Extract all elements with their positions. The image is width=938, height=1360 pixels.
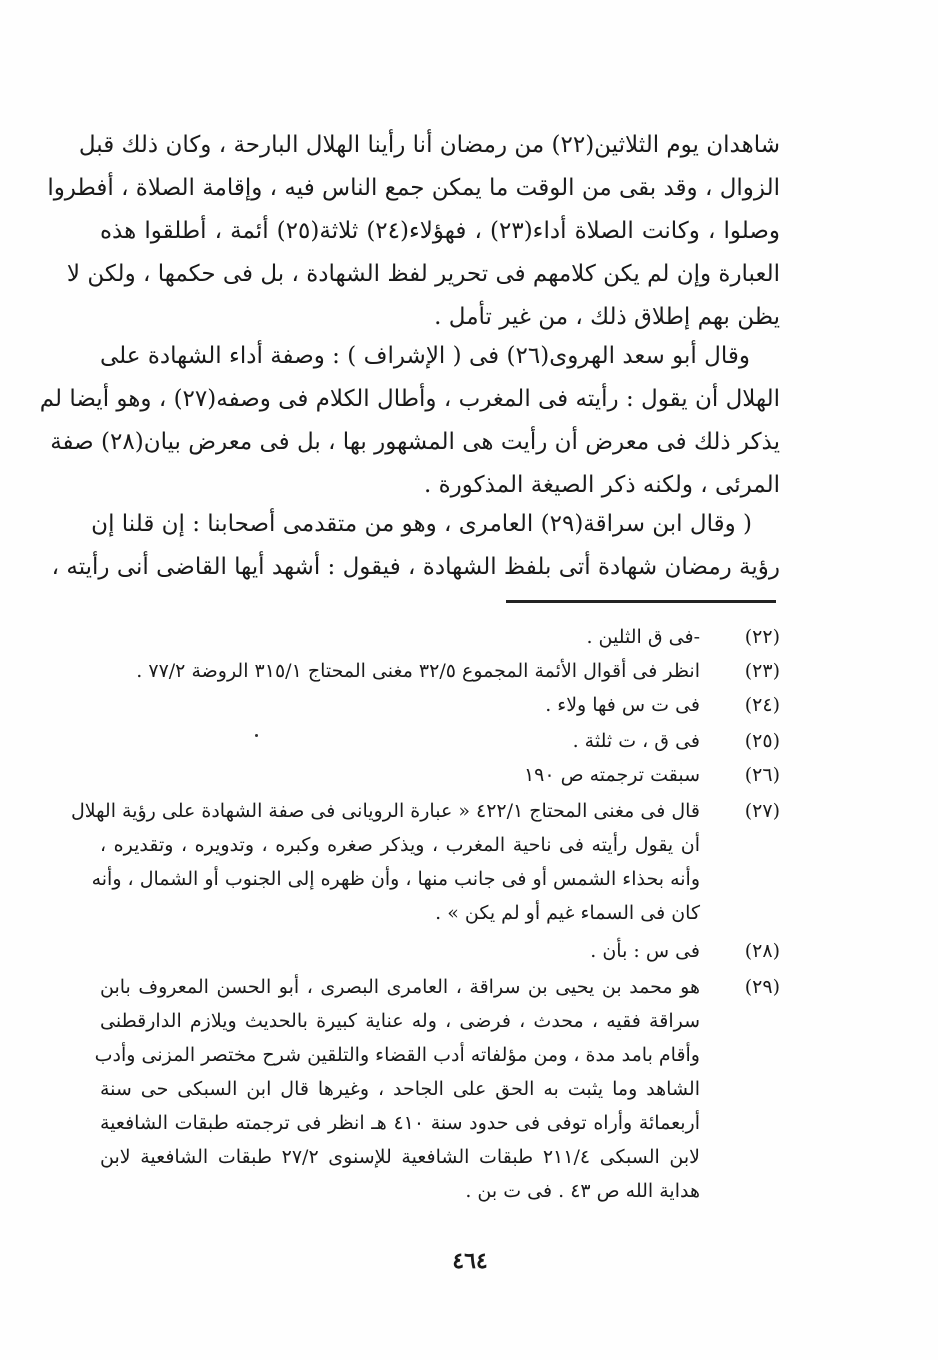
footnote-text: هداية الله ص ٤٣ . فى ت بن . <box>465 1180 700 1202</box>
text-line: رؤية رمضان شهادة أتى بلفظ الشهادة ، فيقول : أشهد أيها القاضى أنى رأيته ، <box>51 554 780 580</box>
footnote-number: (٢٦) <box>744 764 780 786</box>
text-line: يذكر ذلك فى معرض أن رأيت هى المشهور بها ، بل فى معرض بيان(٢٨) صفة <box>50 429 780 455</box>
footnote-number: (٢٩) <box>744 976 780 998</box>
text-line: ( وقال ابن سراقة(٢٩) العامرى ، وهو من متقدمى أصحابنا : إن قلنا إن <box>91 511 752 537</box>
footnote-text: أن يقول رأيته فى ناحية المغرب ، ويذكر صغره وكبره ، وتدويره ، وتقديره ، <box>100 834 700 856</box>
footnote-text: انظر فى أقوال الأئمة المجموع ٣٢/٥ مغنى المحتاج ٣١٥/١ الروضة ٧٧/٢ . <box>136 660 700 682</box>
footnote-text: سبقت ترجمته ص ١٩٠ <box>523 764 700 786</box>
footnote-text: سراقة فقيه ، محدث ، فرضى ، وله عناية كبيرة بالحديث ويلازم الدارقطنى <box>100 1010 700 1032</box>
footnote-text: هو محمد بن يحيى بن سراقة ، العامرى البصرى ، أبو الحسن المعروف بابن <box>100 976 700 998</box>
footnote-number: (٢٨) <box>744 940 780 962</box>
text-line: يظن بهم إطلاق ذلك ، من غير تأمل . <box>434 304 780 330</box>
footnote-text: لابن السبكى ٢١١/٤ طبقات الشافعية للإسنوى ٢٧/٢ طبقات الشافعية لابن <box>100 1146 701 1168</box>
text-line: الهلال أن يقول : رأيته فى المغرب ، وأطال الكلام فى وصفه(٢٧) ، وهو أيضا لم <box>39 386 780 412</box>
footnote-number: (٢٧) <box>744 800 780 822</box>
footnote-number: (٢٣) <box>744 660 780 682</box>
footnote-number: (٢٥) <box>744 730 780 752</box>
footnote-number: (٢٢) <box>744 626 780 648</box>
text-line: شاهدان يوم الثلاثين(٢٢) من رمضان أنا رأينا الهلال البارحة ، وكان ذلك قبل <box>78 132 780 158</box>
footnote-separator <box>506 600 776 603</box>
text-line: المرئى ، ولكنه ذكر الصيغة المذكورة . <box>424 472 780 498</box>
paragraph-1 <box>47 124 781 339</box>
footnote-number: (٢٤) <box>744 694 780 716</box>
footnote-text: قال فى مغنى المحتاج ٤٢٢/١ « عبارة الرويانى فى صفة الشهادة على رؤية الهلال <box>71 800 700 822</box>
page-number: ٤٦٤ <box>452 1248 488 1274</box>
footnote-text: وأقام بامد مدة ، ومن مؤلفاته أدب القضاء والتلقين شرح مختصر المزنى وأدب <box>94 1044 700 1066</box>
footnote-text: كان فى السماء غيم أو لم يكن » . <box>435 902 700 924</box>
footnote-text: فى ق ، ت ثلثة . <box>572 730 700 752</box>
text-line: الزوال ، وقد بقى من الوقت ما يمكن جمع الناس فيه ، وإقامة الصلاة ، أفطروا <box>47 175 780 201</box>
print-speck <box>255 734 258 737</box>
footnote-text: أربعمائة وأراه توفى فى حدود سنة ٤١٠ هـ انظر فى ترجمته طبقات الشافعية <box>100 1112 700 1134</box>
footnote-text: فى ت س فها ولاء . <box>545 694 700 716</box>
paragraph-3 <box>51 503 780 589</box>
text-line: وصلوا ، وكانت الصلاة أداء(٢٣) ، فهؤلاء(٢٤) ثلاثة(٢٥) أئمة ، أطلقوا هذه <box>100 218 781 244</box>
footnote-text: فى س : بأن . <box>590 940 700 962</box>
text-line: العبارة وإن لم يكن كلامهم فى تحرير لفظ الشهادة ، بل فى حكمها ، ولكن لا <box>66 261 780 287</box>
footnote-text: وأنه بحذاء الشمس أو فى جانب منها ، وأن ظهره إلى الجنوب أو الشمال ، وأنه <box>91 868 700 890</box>
paragraph-2 <box>39 335 780 507</box>
text-line: وقال أبو سعد الهروى(٢٦) فى ( الإشراف ) : وصفة أداء الشهادة على <box>100 343 750 369</box>
footnote-text: الشاهد وما يثبت به الحق على الجاحد ، وغيرها قال ابن السبكى حى سنة <box>100 1078 700 1100</box>
footnote-text: -فى ق الثلين . <box>586 626 700 648</box>
